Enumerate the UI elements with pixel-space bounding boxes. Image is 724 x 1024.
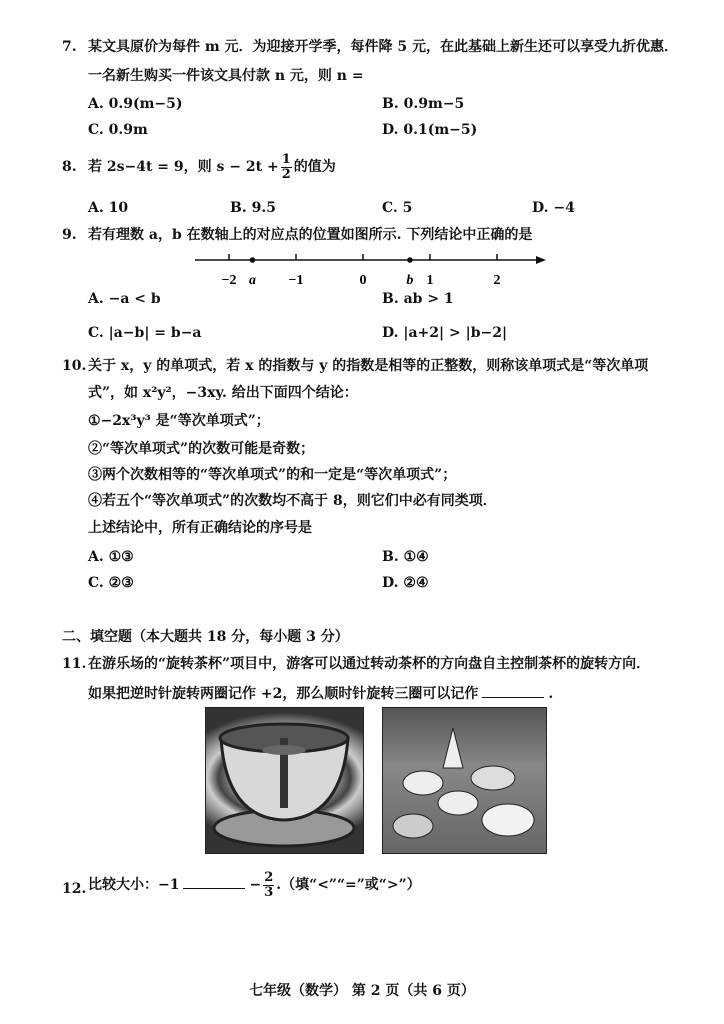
q8-stem xyxy=(88,152,336,182)
axis-arrow-icon xyxy=(536,256,546,264)
q10-option-b: B. ①④ xyxy=(382,549,429,565)
teacup-ride-photo-overview xyxy=(382,707,547,854)
q10-stem-line2: 式”，如 x²y²，−3xy. 给出下面四个结论： xyxy=(88,385,358,401)
q10-number: 10. xyxy=(62,358,87,374)
q12-stem xyxy=(88,868,421,902)
q8-option-a: A. 10 xyxy=(88,200,129,216)
q8-stem-pre: 若 2s−4t = 9，则 s − 2t + xyxy=(88,159,279,175)
q10-option-a: A. ①③ xyxy=(88,549,134,565)
q9-option-a: A. −a < b xyxy=(88,291,161,307)
point-label: a xyxy=(248,273,256,288)
q8-fraction xyxy=(281,153,292,182)
q10-statement-3: ③两个次数相等的“等次单项式”的和一定是“等次单项式”； xyxy=(88,467,457,483)
point-b xyxy=(407,257,413,263)
section-heading: 二、填空题（本大题共 18 分，每小题 3 分） xyxy=(62,629,349,645)
q7-stem-line2: 一名新生购买一件该文具付款 n 元，则 n = xyxy=(88,68,364,84)
q8-option-b: B. 9.5 xyxy=(230,200,276,216)
q12-stem-post: .（填“<”“=”或“>”） xyxy=(276,877,421,893)
tick-label: −1 xyxy=(288,273,304,288)
q10-statement-2: ②“等次单项式”的次数可能是奇数； xyxy=(88,441,315,457)
point-a xyxy=(250,257,256,263)
q12-fraction xyxy=(263,871,274,900)
fraction-denominator: 2 xyxy=(281,166,291,182)
q11-number: 11. xyxy=(62,656,87,672)
tick-label: −2 xyxy=(221,273,237,288)
q10-statement-1: ①−2x³y³ 是“等次单项式”； xyxy=(88,413,270,429)
q11-stem-line2 xyxy=(88,683,553,703)
point-label: b xyxy=(406,273,414,288)
q9-number: 9. xyxy=(62,227,77,243)
teacups-illustration xyxy=(383,708,546,853)
teacup-illustration xyxy=(206,708,363,853)
q12-minus-sign: − xyxy=(249,877,262,893)
q10-stem-line1: 关于 x，y 的单项式，若 x 的指数与 y 的指数是相等的正整数，则称该单项式是“等次单项 xyxy=(88,358,649,374)
q12-stem-pre: 比较大小：−1 xyxy=(88,877,180,893)
q7-option-c: C. 0.9m xyxy=(88,122,148,138)
q9-option-c: C. |a−b| = b−a xyxy=(88,325,202,341)
fraction-numerator: 1 xyxy=(281,151,291,167)
tick-label: 2 xyxy=(493,273,501,288)
q9-option-d: D. |a+2| > |b−2| xyxy=(382,325,508,341)
answer-blank xyxy=(482,683,544,698)
q7-stem-line1: 某文具原价为每件 m 元．为迎接开学季，每件降 5 元，在此基础上新生还可以享受九折优惠． xyxy=(88,39,679,55)
q11-period: . xyxy=(548,686,554,702)
q9-option-b: B. ab > 1 xyxy=(382,291,454,307)
fraction-numerator: 2 xyxy=(264,869,274,885)
q10-statement-4: ④若五个“等次单项式”的次数均不高于 8，则它们中必有同类项． xyxy=(88,493,497,509)
answer-blank xyxy=(183,874,245,889)
q9-stem: 若有理数 a，b 在数轴上的对应点的位置如图所示. 下列结论中正确的是 xyxy=(88,227,533,243)
page-footer: 七年级（数学） 第 2 页（共 6 页） xyxy=(249,983,475,999)
q11-stem-text: 如果把逆时针旋转两圈记作 +2，那么顺时针旋转三圈可以记作 xyxy=(88,686,479,702)
q10-prompt: 上述结论中，所有正确结论的序号是 xyxy=(88,520,312,536)
q10-option-d: D. ②④ xyxy=(382,575,429,591)
q8-stem-post: 的值为 xyxy=(293,159,336,175)
q8-number: 8. xyxy=(62,159,77,175)
fraction-denominator: 3 xyxy=(264,884,274,900)
q7-number: 7. xyxy=(62,39,77,55)
q7-option-d: D. 0.1(m−5) xyxy=(382,122,478,138)
number-line-figure xyxy=(190,248,560,290)
q11-stem-line1: 在游乐场的“旋转茶杯”项目中，游客可以通过转动茶杯的方向盘自主控制茶杯的旋转方向． xyxy=(88,656,651,672)
q10-option-c: C. ②③ xyxy=(88,575,134,591)
q8-option-d: D. −4 xyxy=(532,200,575,216)
q12-number: 12. xyxy=(62,881,87,897)
tick-label: 0 xyxy=(359,273,367,288)
teacup-ride-photo-closeup xyxy=(205,707,364,854)
tick-label: 1 xyxy=(426,273,434,288)
q8-option-c: C. 5 xyxy=(382,200,413,216)
q7-option-b: B. 0.9m−5 xyxy=(382,96,465,112)
q7-option-a: A. 0.9(m−5) xyxy=(88,96,183,112)
